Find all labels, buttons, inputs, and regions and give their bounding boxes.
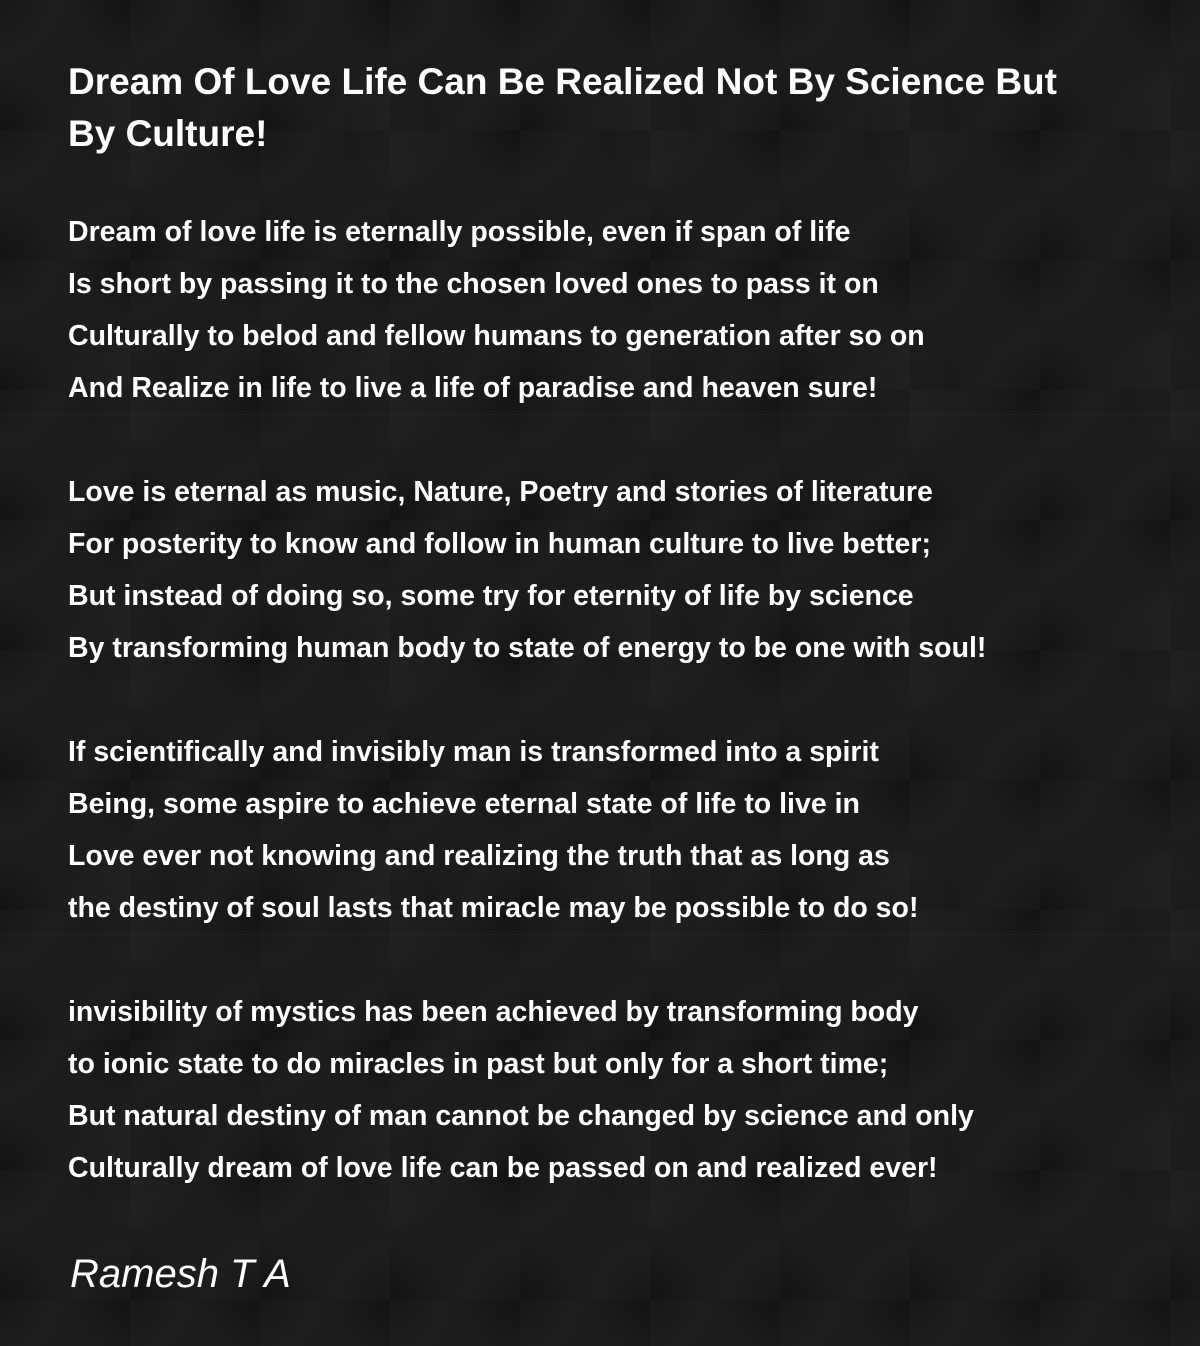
poem-line: invisibility of mystics has been achieved by transforming body — [68, 996, 919, 1028]
poem-line: to ionic state to do miracles in past but only for a short time; — [68, 1048, 889, 1080]
poem-line: But instead of doing so, some try for eternity of life by science — [68, 580, 914, 612]
poem-line: the destiny of soul lasts that miracle may be possible to do so! — [68, 892, 919, 924]
poem-line: Being, some aspire to achieve eternal state of life to live in — [68, 788, 860, 820]
poem-body — [68, 206, 1178, 1246]
stanza — [68, 986, 1178, 1194]
stanza — [68, 206, 1178, 414]
poem-line: But natural destiny of man cannot be changed by science and only — [68, 1100, 974, 1132]
poem-line: Culturally to belod and fellow humans to generation after so on — [68, 320, 925, 352]
poem-title: Dream Of Love Life Can Be Realized Not By Science But By Culture! — [68, 61, 1057, 154]
author-name: Ramesh T A — [70, 1252, 291, 1296]
poem-line: If scientifically and invisibly man is transformed into a spirit — [68, 736, 879, 768]
stanza — [68, 466, 1178, 674]
poem-line: Culturally dream of love life can be passed on and realized ever! — [68, 1152, 938, 1184]
poem-line: Love ever not knowing and realizing the truth that as long as — [68, 840, 890, 872]
poem-line: Is short by passing it to the chosen loved ones to pass it on — [68, 268, 879, 300]
poem-line: For posterity to know and follow in human culture to live better; — [68, 528, 931, 560]
stanza — [68, 726, 1178, 934]
poem-line: Love is eternal as music, Nature, Poetry and stories of literature — [68, 476, 933, 508]
poem-line: And Realize in life to live a life of paradise and heaven sure! — [68, 372, 878, 404]
poem-line: By transforming human body to state of energy to be one with soul! — [68, 632, 987, 664]
poem-line: Dream of love life is eternally possible, even if span of life — [68, 216, 851, 248]
